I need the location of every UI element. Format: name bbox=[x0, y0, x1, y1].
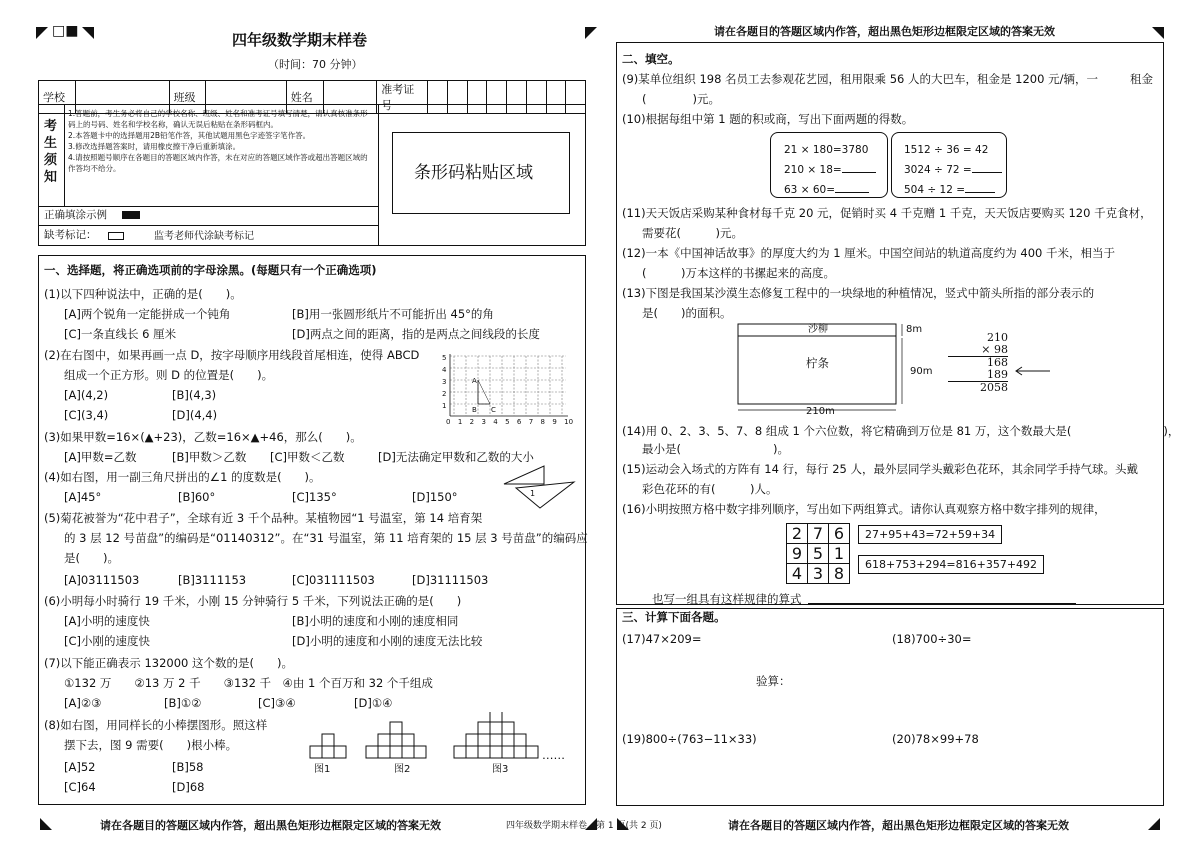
right-header: 请在各题目的答题区域内作答，超出黑色矩形边框限定区域的答案无效 bbox=[714, 25, 1055, 38]
check-label: 验算： bbox=[756, 674, 791, 688]
q6-option-b[interactable]: [B]小明的速度和小刚的速度相同 bbox=[292, 614, 459, 628]
page-title: 四年级数学期末样卷 bbox=[232, 31, 368, 49]
q2-option-a[interactable]: [A](4,2) bbox=[64, 388, 109, 402]
fill-example-label: 正确填涂示例 bbox=[44, 209, 107, 221]
notice-item: 1.答题前，考生务必将自己的学校名称、班级、姓名和准考证号填写清楚，请认真核准条形码上的号码、姓名和学校名称，确认无误后粘贴在条形码框内。 bbox=[68, 109, 368, 129]
digit-cell: 2 bbox=[787, 524, 808, 544]
q14: (14)用 0、2、3、5、7、8 组成 1 个六位数，将它精确到万位是 81 万，这个数最大是( )， bbox=[622, 424, 1180, 438]
grid-point-a: A bbox=[472, 377, 477, 385]
corner-mark bbox=[40, 818, 52, 830]
q11-answer[interactable]: 需要花( )元。 bbox=[642, 226, 743, 240]
q5-line2: 的 3 层 12 号苗盘”的编码是“01140312”。在“31 号温室，第 11 培育架的 15 层 3 号苗盘”的编码应 bbox=[64, 531, 588, 545]
q9-tail: 租金 bbox=[1130, 72, 1153, 86]
q13-answer[interactable]: 是( )的面积。 bbox=[642, 306, 732, 320]
corner-mark bbox=[1152, 27, 1164, 39]
q10-group2-item[interactable] bbox=[904, 160, 1002, 180]
equation-2: 618+753+294=816+357+492 bbox=[858, 555, 1044, 574]
figure-ellipsis: …… bbox=[542, 748, 565, 762]
q19[interactable]: (19)800÷(763−11×33) bbox=[622, 732, 757, 746]
q4-option-d[interactable]: [D]150° bbox=[412, 490, 458, 504]
q3-option-b[interactable]: [B]甲数＞乙数 bbox=[172, 450, 247, 464]
exam-no-label: 准考证号 bbox=[377, 81, 428, 114]
q9: (9)某单位组织 198 名员工去参观花艺园，租用限乘 56 人的大巴车，租金是 1200 元/辆，一 bbox=[622, 72, 1098, 86]
digit-cell: 3 bbox=[808, 564, 829, 584]
q6-option-c[interactable]: [C]小刚的速度快 bbox=[64, 634, 151, 648]
q15: (15)运动会入场式的方阵有 14 行，每行 25 人，最外层同学头戴彩色花环，其余同学手持气球。头戴 bbox=[622, 462, 1138, 476]
corner-mark bbox=[36, 27, 48, 39]
q9-answer[interactable]: ( )元。 bbox=[642, 92, 720, 106]
q5-option-a[interactable]: [A]03111503 bbox=[64, 573, 140, 587]
figure2-label: 图2 bbox=[394, 764, 411, 775]
q8-option-b[interactable]: [B]58 bbox=[172, 760, 204, 774]
q16: (16)小明按照方格中数字排列顺序，写出如下两组算式。请你认真观察方格中数字排列的规律， bbox=[622, 502, 1106, 516]
corner-mark bbox=[585, 27, 597, 39]
grid-y-label: 2 bbox=[442, 390, 447, 398]
grid-x-label: 4 bbox=[493, 418, 498, 426]
corner-mark bbox=[1148, 818, 1160, 830]
q3-option-d[interactable]: [D]无法确定甲数和乙数的大小 bbox=[378, 450, 534, 464]
q6-option-d[interactable]: [D]小明的速度和小刚的速度无法比较 bbox=[292, 634, 483, 648]
q2-option-b[interactable]: [B](4,3) bbox=[172, 388, 217, 402]
q1-option-d[interactable]: [D]两点之间的距离，指的是两点之间线段的长度 bbox=[292, 327, 540, 341]
q4: (4)如右图，用一副三角尺拼出的∠1 的度数是( )。 bbox=[44, 470, 321, 484]
grid-x-label: 7 bbox=[528, 418, 534, 426]
q10-group1-item: 21 × 180=3780 bbox=[784, 144, 869, 156]
q1-option-c[interactable]: [C]一条直线长 6 厘米 bbox=[64, 327, 177, 341]
grid-y-label: 1 bbox=[442, 402, 447, 410]
q7-option-b[interactable]: [B]①② bbox=[164, 696, 202, 710]
q1-option-a[interactable]: [A]两个锐角一定能拼成一个钝角 bbox=[64, 307, 231, 321]
dim-8m: 8m bbox=[906, 324, 923, 335]
q10-group2-item: 1512 ÷ 36 = 42 bbox=[904, 144, 989, 156]
absent-checkbox[interactable] bbox=[108, 232, 124, 240]
q5: (5)菊花被誉为“花中君子”，全球有近 3 千个品种。某植物园“1 号温室，第 14 培育架 bbox=[44, 511, 483, 525]
calc-line: 210 bbox=[987, 331, 1008, 344]
corner-mark bbox=[82, 27, 94, 39]
q12: (12)一本《中国神话故事》的厚度大约为 1 厘米。中国空间站的轨道高度约为 400 千米，相当于 bbox=[622, 246, 1115, 260]
notice-item: 2.本答题卡中的选择题用2B铅笔作答，其他试题用黑色字迹签字笔作答。 bbox=[68, 131, 311, 140]
q15-answer[interactable]: 彩色花环的有( )人。 bbox=[642, 482, 778, 496]
divider bbox=[38, 225, 378, 226]
name-label: 姓名 bbox=[286, 81, 323, 114]
q2: (2)在右图中，如果再画一点 D，按字母顺序用线段首尾相连，使得 ABCD bbox=[44, 348, 420, 362]
fill-example-mark bbox=[122, 211, 140, 219]
grid-y-label: 5 bbox=[442, 354, 447, 362]
q10-group1-expr: 210 × 18= bbox=[784, 164, 842, 176]
q10-group1-item[interactable] bbox=[784, 160, 876, 180]
grid-x-label: 10 bbox=[564, 418, 574, 426]
barcode-label: 条形码粘贴区域 bbox=[414, 163, 533, 183]
q1-option-b[interactable]: [B]用一张圆形纸片不可能折出 45°的角 bbox=[292, 307, 494, 321]
figure3-label: 图3 bbox=[492, 764, 509, 775]
q8-option-d[interactable]: [D]68 bbox=[172, 780, 205, 794]
triangle-rulers-figure bbox=[500, 462, 580, 510]
dim-210m: 210m bbox=[806, 406, 835, 417]
grid-x-label: 0 bbox=[446, 418, 451, 426]
q1: (1)以下四种说法中，正确的是( )。 bbox=[44, 287, 242, 301]
q10-group1-item[interactable] bbox=[784, 180, 876, 200]
grid-x-label: 1 bbox=[457, 418, 463, 426]
q10-group2-expr: 3024 ÷ 72 = bbox=[904, 164, 972, 176]
digit-cell: 5 bbox=[808, 544, 829, 564]
dim-90m: 90m bbox=[910, 366, 933, 377]
svg-text:1: 1 bbox=[530, 489, 536, 498]
notice-label: 考生须知 bbox=[44, 119, 58, 185]
q7-option-c[interactable]: [C]③④ bbox=[258, 696, 296, 710]
q6-option-a[interactable]: [A]小明的速度快 bbox=[64, 614, 150, 628]
section2-title: 二、填空。 bbox=[622, 52, 680, 66]
grid-y-labels bbox=[442, 352, 446, 412]
digit-grid bbox=[786, 523, 850, 584]
q8-line2: 摆下去，图 9 需要( )根小棒。 bbox=[64, 738, 238, 752]
q4-option-b[interactable]: [B]60° bbox=[178, 490, 216, 504]
q10-group2-item[interactable] bbox=[904, 180, 1002, 200]
q10-group1-list bbox=[784, 140, 876, 200]
calc-line: 189 bbox=[948, 369, 1008, 382]
q10-group1-expr: 63 × 60= bbox=[784, 184, 835, 196]
grid-x-label: 3 bbox=[481, 418, 486, 426]
calc-line: 168 bbox=[987, 356, 1008, 369]
digit-cell: 7 bbox=[808, 524, 829, 544]
digit-cell: 9 bbox=[787, 544, 808, 564]
vertical-multiplication bbox=[948, 332, 1008, 394]
exam-time: （时间：70 分钟） bbox=[268, 58, 363, 71]
digit-cell: 6 bbox=[829, 524, 850, 544]
grid-point-b: B bbox=[472, 406, 477, 414]
q2-option-d[interactable]: [D](4,4) bbox=[172, 408, 218, 422]
absent-label: 缺考标记： bbox=[44, 229, 97, 241]
divider bbox=[38, 206, 378, 207]
calc-line: 2058 bbox=[980, 381, 1008, 394]
grid-x-label: 9 bbox=[552, 418, 557, 426]
q3-option-c[interactable]: [C]甲数＜乙数 bbox=[270, 450, 345, 464]
q3-option-a[interactable]: [A]甲数=乙数 bbox=[64, 450, 137, 464]
q11: (11)天天饭店采购某种食材每千克 20 元，促销时买 4 千克赠 1 千克，天天饭店要购买 120 千克食材， bbox=[622, 206, 1152, 220]
grid-x-label: 8 bbox=[540, 418, 545, 426]
q7-option-d[interactable]: [D]①④ bbox=[354, 696, 393, 710]
class-label: 班级 bbox=[169, 81, 206, 114]
figure1-label: 图1 bbox=[314, 764, 331, 775]
q3: (3)如果甲数=16×(▲+23)，乙数=16×▲+46，那么( )。 bbox=[44, 430, 362, 444]
q4-option-a[interactable]: [A]45° bbox=[64, 490, 102, 504]
q7-option-a[interactable]: [A]②③ bbox=[64, 696, 102, 710]
digit-cell: 4 bbox=[787, 564, 808, 584]
grid-y-label: 4 bbox=[442, 366, 447, 374]
q10: (10)根据每组中第 1 题的积或商，写出下面两题的得数。 bbox=[622, 112, 914, 126]
q13: (13)下图是我国某沙漠生态修复工程中的一块绿地的种植情况，竖式中箭头所指的部分表示的 bbox=[622, 286, 1095, 300]
grid-x-labels bbox=[446, 418, 576, 427]
notice-item: 4.请按照题号顺序在各题目的答题区域内作答，未在对应的答题区域作答或超出答题区域的作答均不给分。 bbox=[68, 153, 368, 173]
arrow-icon bbox=[1012, 366, 1052, 376]
digit-cell: 1 bbox=[829, 544, 850, 564]
q5-line3: 是( )。 bbox=[64, 551, 119, 565]
divider bbox=[64, 104, 65, 206]
school-label: 学校 bbox=[39, 81, 76, 114]
q10-group2-list bbox=[904, 140, 1002, 200]
plant-main-label: 柠条 bbox=[806, 356, 829, 370]
divider bbox=[378, 104, 379, 246]
page-number: 四年级数学期末样卷 第 1 页(共 2 页) bbox=[506, 821, 662, 831]
q5-option-d[interactable]: [D]31111503 bbox=[412, 573, 489, 587]
notice-list bbox=[68, 108, 374, 174]
grid-x-label: 6 bbox=[516, 418, 522, 426]
grid-x-label: 2 bbox=[469, 418, 475, 426]
q17[interactable]: (17)47×209= bbox=[622, 632, 702, 646]
equation-1: 27+95+43=72+59+34 bbox=[858, 525, 1002, 544]
q5-option-c[interactable]: [C]031111503 bbox=[292, 573, 375, 587]
stick-pattern-figure bbox=[304, 712, 570, 774]
right-footer: 请在各题目的答题区域内作答，超出黑色矩形边框限定区域的答案无效 bbox=[728, 819, 1069, 832]
q18[interactable]: (18)700÷30= bbox=[892, 632, 972, 646]
q2-option-c[interactable]: [C](3,4) bbox=[64, 408, 109, 422]
grid-x-label: 5 bbox=[505, 418, 510, 426]
q5-option-b[interactable]: [B]3111153 bbox=[178, 573, 247, 587]
calc-line: × 98 bbox=[948, 344, 1008, 357]
grid-y-label: 3 bbox=[442, 378, 447, 386]
q8-option-a[interactable]: [A]52 bbox=[64, 760, 96, 774]
q10-group2-expr: 504 ÷ 12 = bbox=[904, 184, 966, 196]
q16-answer-line[interactable] bbox=[808, 603, 1076, 604]
q2-line2: 组成一个正方形。则 D 的位置是( )。 bbox=[64, 368, 274, 382]
q16-prompt: 也写一组具有这样规律的算式 bbox=[652, 592, 802, 606]
q7-statements: ①132 万 ②13 万 2 千 ③132 千 ④由 1 个百万和 32 个千组成 bbox=[64, 676, 433, 690]
q6: (6)小明每小时骑行 19 千米，小刚 15 分钟骑行 5 千米，下列说法正确的是( ) bbox=[44, 594, 462, 608]
absent-note: 监考老师代涂缺考标记 bbox=[154, 231, 254, 242]
section3-title: 三、计算下面各题。 bbox=[622, 610, 726, 624]
q14-line2[interactable]: 最小是( )。 bbox=[642, 442, 789, 456]
coordinate-grid bbox=[440, 352, 575, 428]
grid-point-c: C bbox=[491, 406, 496, 414]
digit-cell: 8 bbox=[829, 564, 850, 584]
q8: (8)如右图，用同样长的小棒摆图形。照这样 bbox=[44, 718, 268, 732]
section1-title: 一、选择题，将正确选项前的字母涂黑。(每题只有一个正确选项) bbox=[44, 263, 377, 277]
q12-answer[interactable]: ( )万本这样的书摞起来的高度。 bbox=[642, 266, 835, 280]
header-marks: □■ bbox=[52, 23, 79, 39]
q20[interactable]: (20)78×99+78 bbox=[892, 732, 979, 746]
notice-item: 3.修改选择题答案时，请用橡皮擦干净后重新填涂。 bbox=[68, 142, 241, 151]
q7: (7)以下能正确表示 132000 这个数的是( )。 bbox=[44, 656, 293, 670]
plant-top-label: 沙柳 bbox=[808, 324, 828, 335]
left-footer: 请在各题目的答题区域内作答，超出黑色矩形边框限定区域的答案无效 bbox=[100, 819, 441, 832]
q4-option-c[interactable]: [C]135° bbox=[292, 490, 337, 504]
q8-option-c[interactable]: [C]64 bbox=[64, 780, 96, 794]
